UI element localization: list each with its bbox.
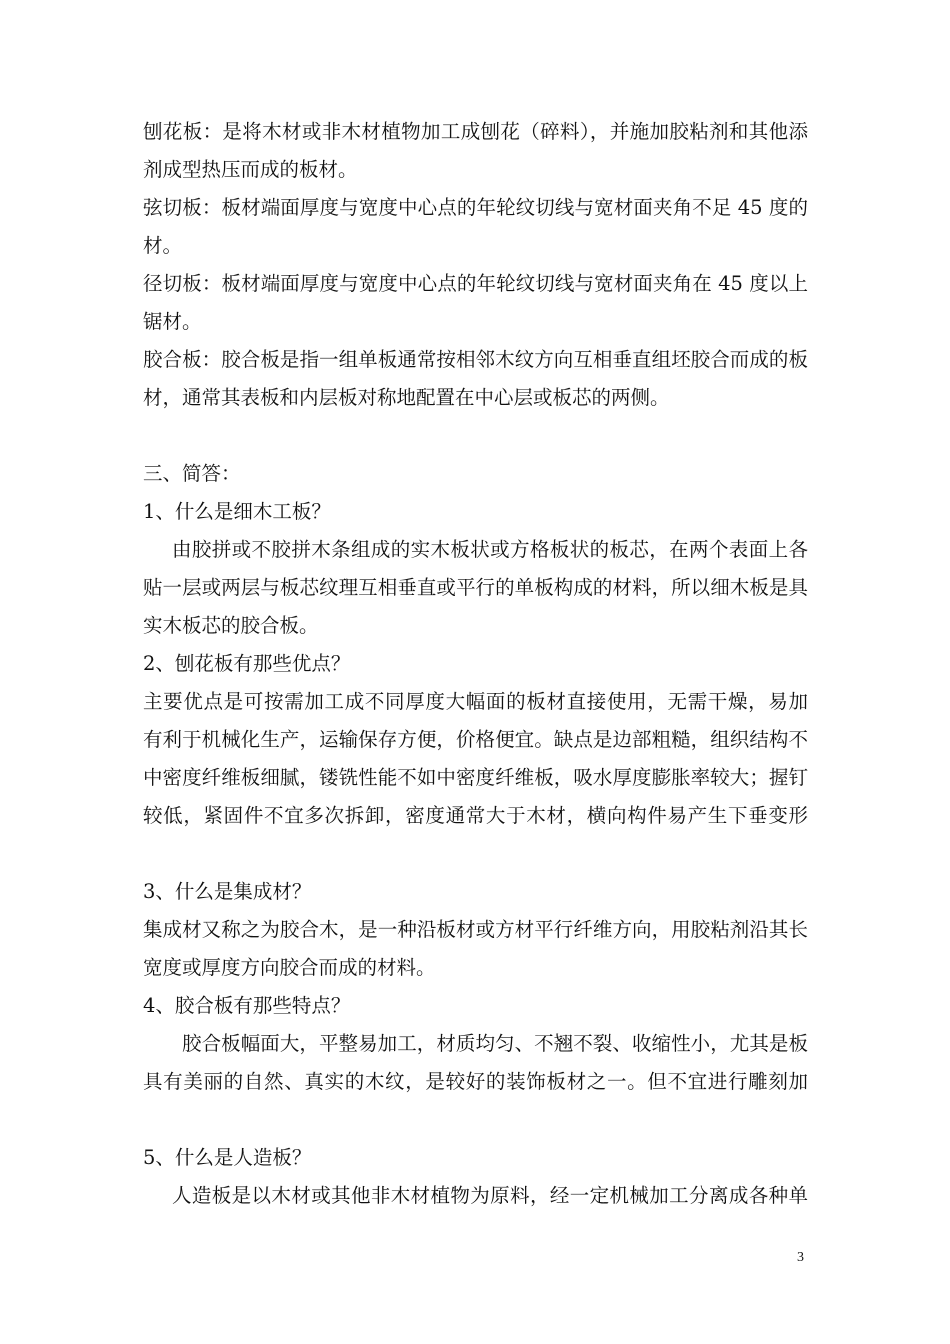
text-line: 剂成型热压而成的板材。: [143, 158, 358, 181]
text-line: 宽度或厚度方向胶合而成的材料。: [143, 956, 436, 979]
text-line: 弦切板：板材端面厚度与宽度中心点的年轮纹切线与宽材面夹角不足 45 度的: [143, 196, 808, 219]
text-line: 具有美丽的自然、真实的木纹，是较好的装饰板材之一。但不宜进行雕刻加: [143, 1070, 808, 1093]
blank-line: [143, 835, 808, 873]
text-line: 胶合板：胶合板是指一组单板通常按相邻木纹方向互相垂直组坯胶合而成的板: [143, 348, 808, 371]
text-line: 材。: [143, 234, 183, 257]
text-line: 刨花板：是将木材或非木材植物加工成刨花（碎料），并施加胶粘剂和其他添: [143, 120, 808, 143]
blank-line: [143, 1101, 808, 1139]
text-line: 中密度纤维板细腻，镂铣性能不如中密度纤维板，吸水厚度膨胀率较大；握钉: [143, 766, 808, 789]
text-line: 由胶拼或不胶拼木条组成的实木板状或方格板状的板芯，在两个表面上各: [172, 538, 808, 561]
text-line: 锯材。: [143, 310, 202, 333]
text-line: 集成材又称之为胶合木，是一种沿板材或方材平行纤维方向，用胶粘剂沿其长: [143, 918, 808, 941]
text-line: 胶合板幅面大，平整易加工，材质均匀、不翘不裂、收缩性小，尤其是板: [182, 1032, 808, 1055]
text-line: 贴一层或两层与板芯纹理互相垂直或平行的单板构成的材料，所以细木板是具: [143, 576, 808, 599]
question-heading: 2、刨花板有那些优点？: [143, 652, 351, 675]
blank-line: [143, 417, 808, 455]
text-line: 材，通常其表板和内层板对称地配置在中心层或板芯的两侧。: [143, 386, 670, 409]
page-number: 3: [797, 1250, 804, 1265]
question-heading: 3、什么是集成材？: [143, 880, 312, 903]
text-line: 有利于机械化生产，运输保存方便，价格便宜。缺点是边部粗糙，组织结构不: [143, 728, 808, 751]
text-line: 主要优点是可按需加工成不同厚度大幅面的板材直接使用，无需干燥，易加: [143, 690, 808, 713]
question-heading: 5、什么是人造板？: [143, 1146, 312, 1169]
text-line: 径切板：板材端面厚度与宽度中心点的年轮纹切线与宽材面夹角在 45 度以上: [143, 272, 808, 295]
question-heading: 4、胶合板有那些特点？: [143, 994, 351, 1017]
text-line: 人造板是以木材或其他非木材植物为原料，经一定机械加工分离成各种单: [172, 1184, 808, 1207]
section-heading: 三、简答：: [143, 462, 241, 485]
question-heading: 1、什么是细木工板？: [143, 500, 331, 523]
text-line: 实木板芯的胶合板。: [143, 614, 319, 637]
page-body: [143, 113, 808, 1215]
text-line: 较低，紧固件不宜多次拆卸，密度通常大于木材，横向构件易产生下垂变形: [143, 804, 808, 827]
